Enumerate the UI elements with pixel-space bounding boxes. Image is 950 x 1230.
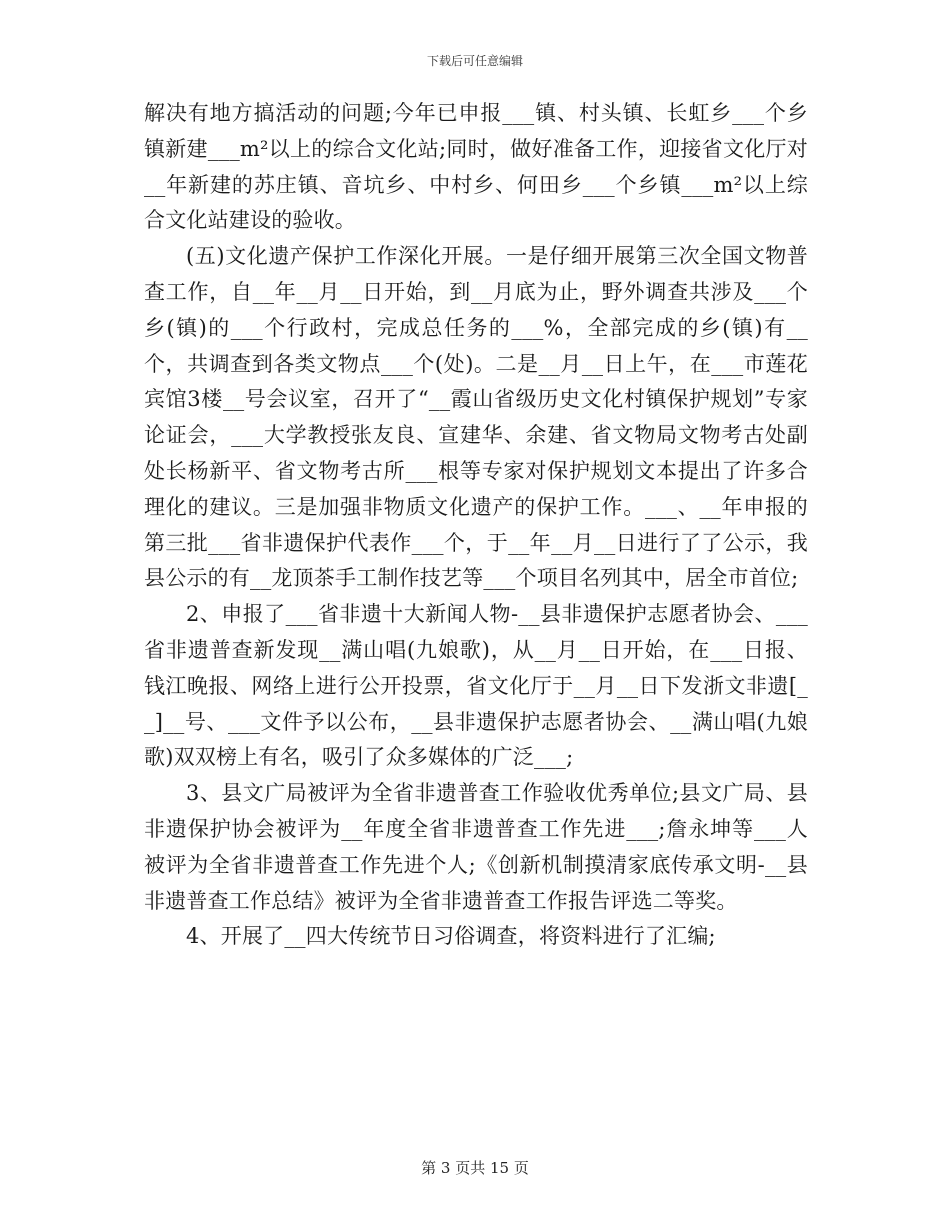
page-number: 第 3 页共 15 页	[421, 1159, 529, 1177]
document-body	[144, 96, 808, 955]
paragraph-1: 解决有地方搞活动的问题;今年已申报___镇、村头镇、长虹乡___个乡镇新建___m²以上的综合文化站;同时，做好准备工作，迎接省文化厅对__年新建的苏庄镇、音坑乡、中村乡、何田乡___个乡镇___m²以上综合文化站建设的验收。	[144, 101, 808, 233]
paragraph-2: (五)文化遗产保护工作深化开展。一是仔细开展第三次全国文物普查工作，自__年__月__日开始，到__月底为止，野外调查共涉及___个乡(镇)的___个行政村，完成总任务的___%，全部完成的乡(镇)有__个，共调查到各类文物点___个(处)。二是__月__日上午，在___市莲花宾馆3楼__号会议室，召开了“__霞山省级历史文化村镇保护规划”专家论证会，___大学教授张友良、宣建华、余建、省文物局文物考古处副处长杨新平、省文物考古所___根等专家对保护规划文本提出了许多合理化的建议。三是加强非物质文化遗产的保护工作。___、__年申报的第三批___省非遗保护代表作___个，于__年__月__日进行了了公示，我县公示的有__龙顶茶手工制作技艺等___个项目名列其中，居全市首位;	[144, 244, 808, 591]
paragraph-5: 4、开展了__四大传统节日习俗调查，将资料进行了汇编;	[186, 924, 716, 949]
paragraph-4: 3、县文广局被评为全省非遗普查工作验收优秀单位;县文广局、县非遗保护协会被评为__年度全省非遗普查工作先进___;詹永坤等___人被评为全省非遗普查工作先进个人;《创新机制摸清家底传承文明-__县非遗普查工作总结》被评为全省非遗普查工作报告评选二等奖。	[144, 781, 808, 913]
paragraph-3: 2、申报了___省非遗十大新闻人物-__县非遗保护志愿者协会、___省非遗普查新发现__满山唱(九娘歌)，从__月__日开始，在___日报、钱江晚报、网络上进行公开投票，省文化厅于__月__日下发浙文非遗[__]__号、___文件予以公布，__县非遗保护志愿者协会、__满山唱(九娘歌)双双榜上有名，吸引了众多媒体的广泛___;	[144, 602, 808, 770]
page-header: 下载后可任意编辑	[426, 54, 523, 68]
